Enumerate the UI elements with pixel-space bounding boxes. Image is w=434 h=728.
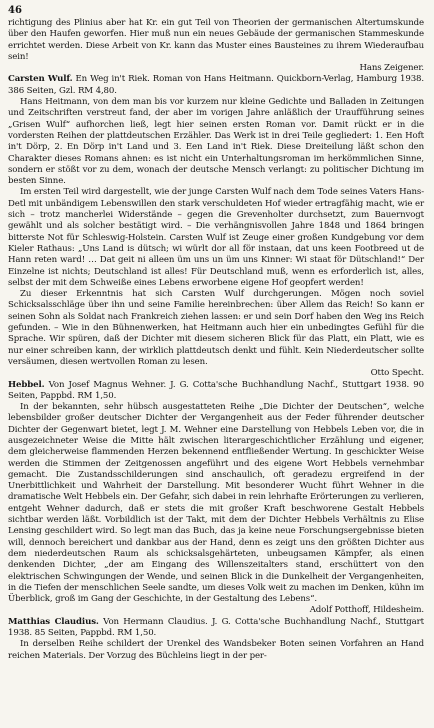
- page-number: 46: [8, 5, 22, 16]
- paragraph-text: Von Josef Magnus Wehner. J. G. Cotta'sche Buchhandlung Nachf., Stuttgart 1938. 90 Seiten, Pappbd. RM 1,50.: [8, 379, 424, 401]
- paragraph-text: In derselben Reihe schildert der Urenkel des Wandsbeker Boten seinen Vorfahren an Hand reichen Materials. Der Vorzug des Büchleins liegt in der per-: [8, 639, 424, 661]
- paragraph-text: Von Hermann Claudius. J. G. Cotta'sche Buchhandlung Nachf., Stuttgart 1938. 85 Seiten, Pappbd. RM 1,50.: [8, 616, 424, 639]
- paragraph: [8, 402, 424, 617]
- paragraph: [8, 187, 424, 289]
- paragraph-text: Im ersten Teil wird dargestellt, wie der junge Carsten Wulf nach dem Tode seines Vaters Hans-Detl mit unbändigem Lebenswillen den stark verschuldeten Hof wieder ertragfähig macht, wie er sich – trotz mancherlei Widerstände – gegen die Grevenholter durchsetzt, zum Bauernvogt gewählt und als solcher bestätigt wird. – Die verhängnisvollen Jahre 1848 und 1864 bringen bitterste Not für Schleswig-Holstein. Carsten Wulf ist Zeuge einer großen Kundgebung vor dem Kieler Rathaus: „Uns Land is dütsch; wi würlt dor all för instaan, dat uns keen Footbreed ut de Hann reten ward! … Dat geit ni alleen üm uns un üm uns Kinner: Wi staat för Dütschland!“ Der Einzelne ist nichts; Deutschland ist alles! Für Deutschland muß, wenn es erforderlich ist, alles, selbst der mit dem Schweiße eines Lebens erworbene eigene Hof geopfert werden!: [8, 187, 424, 288]
- paragraph: [8, 639, 424, 662]
- review-heading: Carsten Wulf.: [8, 74, 73, 85]
- reviewer-signature: Otto Specht.: [370, 368, 424, 379]
- paragraph: [8, 18, 424, 74]
- paragraph: [8, 74, 424, 97]
- paragraph: [8, 380, 424, 403]
- review-heading: Matthias Claudius.: [8, 616, 99, 627]
- paragraph: [8, 617, 424, 640]
- paragraph-text: Hans Heitmann, von dem man bis vor kurzem nur kleine Gedichte und Balladen in Zeitungen und Zeitschriften verstreut fand, der aber im vorigen Jahre anläßlich der Uraufführung seines „Grisen Wulf“ aufhorchen ließ, legt hier seinen ersten Roman vor. Damit rückt er in die vordersten Reihen der plattdeutschen Erzähler. Das Werk ist in drei Teile gegliedert: 1. Een Hoft in't Dörp, 2. En Dörp in't Land und 3. Een Land in't Riek. Diese Dreiteilung läßt schon den Charakter dieses Romans ahnen: es ist nicht ein Unterhaltungsroman im herkömmlichen Sinne, sondern er stößt vor zu dem, wonach der deutsche Mensch verlangt: zu politischer Dichtung im besten Sinne.: [8, 97, 424, 187]
- paragraph: [8, 97, 424, 187]
- paragraph-text: En Weg in't Riek. Roman von Hans Heitmann. Quickborn-Verlag, Hamburg 1938. 386 Seiten, Gzl. RM 4,80.: [8, 74, 424, 96]
- paragraph-text: Zu dieser Erkenntnis hat sich Carsten Wulf durchgerungen. Mögen noch soviel Schicksalsschläge über ihn und seine Familie hereinbrechen: über Allem das Reich! So kann er seinen Sohn als Soldat nach Frankreich ziehen lassen: er und sein Dorf haben den Weg ins Reich gefunden. – Wie in den Bühnenwerken, hat Heitmann auch hier ein unbedingtes Gefühl für die Sprache. Wir spüren, daß der Dichter mit diesem sicheren Blick für das Platt, ein Platt, wie es nur einer schreiben kann, der wirklich plattdeutsch denkt und fühlt. Kein Niederdeutscher sollte versäumen, diesen wertvollen Roman zu lesen.: [8, 289, 424, 367]
- paragraph-text: richtigung des Plinius aber hat Kr. ein gut Teil von Theorien der germanischen Altertumskunde über den Haufen geworfen. Hier muß nun ein neues Gebäude der germanischen Stammeskunde errichtet werden. Diese Arbeit von Kr. kann das Muster eines Bausteines zu ihrem Wiederaufbau sein!: [8, 18, 424, 62]
- paragraph: [8, 289, 424, 379]
- review-text: [8, 18, 424, 662]
- reviewer-signature: Adolf Potthoff, Hildesheim.: [309, 605, 424, 616]
- reviewer-signature: Hans Zeigener.: [359, 63, 424, 74]
- review-heading: Hebbel.: [8, 379, 45, 390]
- paragraph-text: In der bekannten, sehr hübsch ausgestatteten Reihe „Die Dichter der Deutschen“, welche lebensbilder großer deutscher Dichter der Vergangenheit aus der Feder führender deutscher Dichter der Gegenwart bietet, legt J. M. Wehner eine Darstellung von Hebbels Leben vor, die in ausgezeichneter Weise die Mitte hält zwischen literargeschichtlicher Erzählung und eigener, dem gleicherweise flammenden Herzen bekennend entfließender Wertung. In geschickter Weise werden die Stimmen der Zeitgenossen angeführt und des eigene Wort Hebbels vernehmbar gemacht. Die Zustandsschilderungen sind anschaulich, oft geradezu ergreifend in der Unerbittlichkeit und Wahrheit der Darstellung. Mit besonderer Wucht führt Wehner in die dramatische Welt Hebbels ein. Der Gefahr, sich dabei in rein lehrhafte Erörterungen zu verlieren, entgeht Wehner dadurch, daß er stets die mit großer Kraft beschworene Gestalt Hebbels sichtbar werden läßt. Vorbildlich ist der Takt, mit dem der Dichter Hebbels Verhältnis zu Elise Lensing geschildert wird. So legt man das Buch, das ja keine neue Forschungsergebnisse bieten will, dennoch bereichert und dankbar aus der Hand, denn es zeigt uns den größten Dichter aus dem niederdeutschen Raum als schicksalsgehärteten, unbeugsamen Kämpfer, als einen denkenden Dichter, „der am Eingang des Willenszeitalters stand, erschüttert von den elektrischen Schwingungen der Wende, und seinen Blick in die Dunkelheit der Vergangenheiten, in die Tiefen der menschlichen Seele sandte, um dieses Volk weit zu machen im Denken, kühn im Überblick, groß im Gang der Geschichte, in der Gestaltung des Lebens“.: [8, 402, 424, 605]
